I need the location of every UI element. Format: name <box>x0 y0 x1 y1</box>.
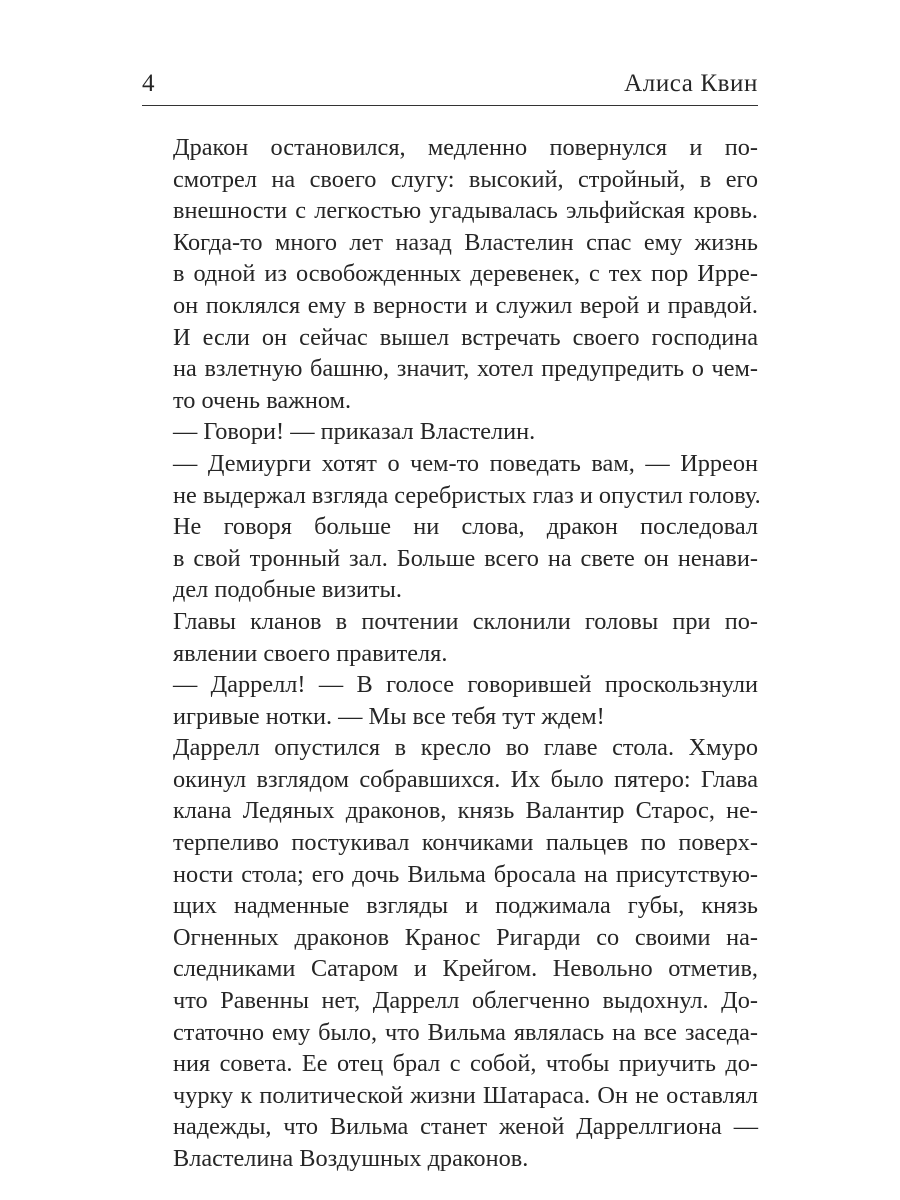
text-line: — Демиурги хотят о чем-то поведать вам, — Ирреон <box>173 449 758 477</box>
text-line: он поклялся ему в верности и служил верой и правдой. <box>173 291 758 319</box>
text-line: чурку к политической жизни Шатараса. Он не оставлял <box>173 1081 758 1109</box>
paragraph <box>142 732 758 1174</box>
running-title: Алиса Квин <box>624 70 758 97</box>
text-line: не выдержал взгляда серебристых глаз и опустил голову. <box>173 481 761 509</box>
text-line: игривые нотки. — Мы все тебя тут ждем! <box>173 702 605 730</box>
text-line: статочно ему было, что Вильма являлась на все заседа- <box>173 1018 758 1046</box>
text-line: клана Ледяных драконов, князь Валантир Старос, не- <box>173 797 758 825</box>
text-line: явлении своего правителя. <box>173 639 448 667</box>
text-line: Даррелл опустился в кресло во главе стола. Хмуро <box>173 734 758 762</box>
paragraph <box>142 606 758 669</box>
text-line: смотрел на своего слугу: высокий, стройный, в его <box>173 165 758 193</box>
text-line: ния совета. Ее отец брал с собой, чтобы приучить до- <box>173 1050 758 1078</box>
text-line: Огненных драконов Кранос Ригарди со своими на- <box>173 923 758 951</box>
text-line: что Равенны нет, Даррелл облегченно выдохнул. До- <box>173 987 758 1015</box>
header-rule <box>142 105 758 106</box>
text-line: следниками Сатаром и Крейгом. Невольно отметив, <box>173 955 758 983</box>
text-line: щих надменные взгляды и поджимала губы, князь <box>173 892 758 920</box>
text-line: то очень важном. <box>173 386 352 414</box>
text-line: терпеливо постукивал кончиками пальцев по поверх- <box>173 829 758 857</box>
page-number: 4 <box>142 70 156 97</box>
text-line: надежды, что Вильма станет женой Дарреллгиона — <box>173 1113 758 1141</box>
text-line: дел подобные визиты. <box>173 576 402 604</box>
text-line: Не говоря больше ни слова, дракон последовал <box>173 513 758 541</box>
text-line: внешности с легкостью угадывалась эльфийская кровь. <box>173 197 758 225</box>
paragraph <box>142 448 761 511</box>
text-line: окинул взглядом собравшихся. Их было пятеро: Глава <box>173 765 758 793</box>
text-line: Дракон остановился, медленно повернулся и по- <box>173 134 758 161</box>
text-line: Когда-то много лет назад Властелин спас ему жизнь <box>173 228 758 256</box>
paragraph <box>142 511 758 606</box>
text-line: — Говори! — приказал Властелин. <box>173 418 536 446</box>
text-line: Властелина Воздушных драконов. <box>173 1145 529 1172</box>
text-line: — Даррелл! — В голосе говорившей проскользнули <box>173 671 758 699</box>
text-line: Главы кланов в почтении склонили головы при по- <box>173 607 758 635</box>
text-line: на взлетную башню, значит, хотел предупредить о чем- <box>173 355 758 383</box>
running-header <box>142 70 758 102</box>
paragraph <box>142 416 758 448</box>
paragraph <box>142 669 758 732</box>
text-line: в свой тронный зал. Больше всего на свете он ненави- <box>173 544 758 572</box>
paragraph <box>142 132 758 416</box>
text-line: в одной из освобожденных деревенек, с тех пор Ирре- <box>173 260 758 288</box>
text-line: ности стола; его дочь Вильма бросала на присутствую- <box>173 860 758 888</box>
body-text <box>142 132 761 1175</box>
text-line: И если он сейчас вышел встречать своего господина <box>173 323 758 351</box>
